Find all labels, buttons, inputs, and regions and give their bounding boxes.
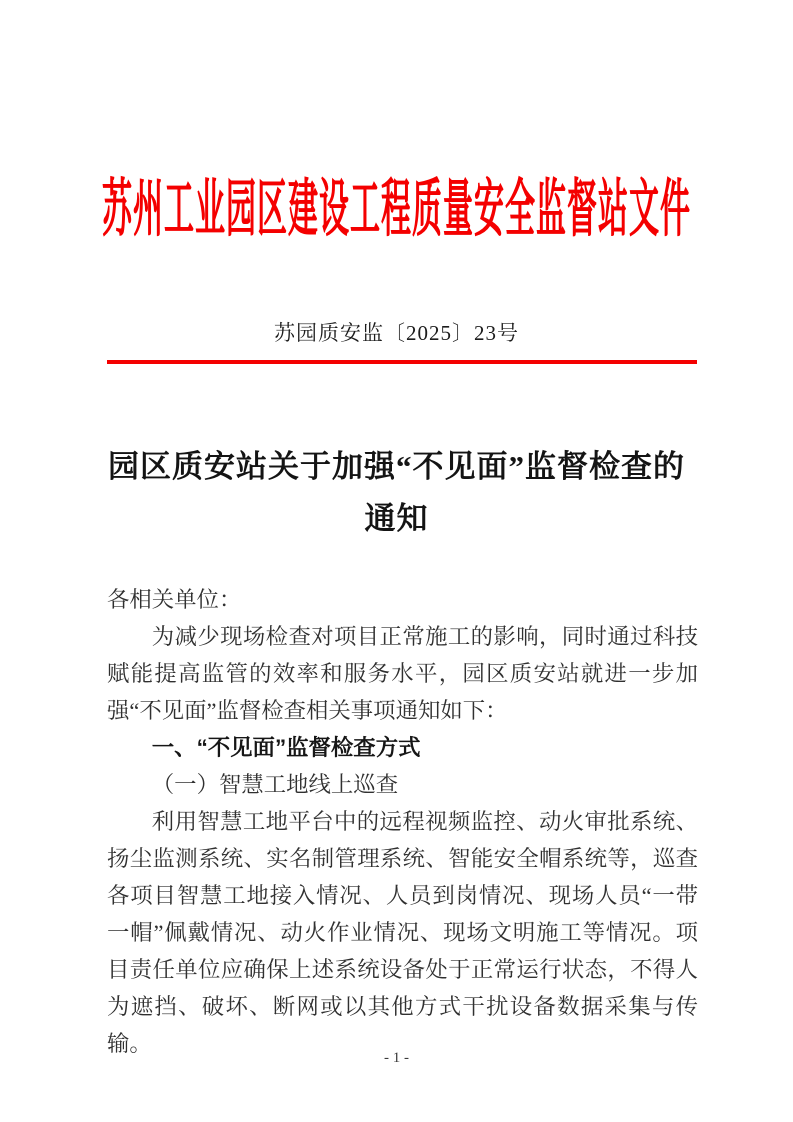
doc-title-line-1: 园区质安站关于加强“不见面”监督检查的 bbox=[108, 449, 685, 484]
subsection-1-1-heading: （一）智慧工地线上巡查 bbox=[151, 772, 399, 797]
intro-paragraph: 为减少现场检查对项目正常施工的影响，同时通过科技赋能提高监管的效率和服务水平，园区质安站就进一步加强“不见面”监督检查相关事项通知如下： bbox=[107, 624, 698, 723]
org-title-text: 苏州工业园区建设工程质量安全监督站文件 bbox=[102, 175, 691, 245]
salutation: 各相关单位： bbox=[107, 587, 242, 612]
red-divider-line bbox=[107, 360, 697, 364]
red-header-masthead bbox=[101, 157, 692, 245]
subsection-1-1-paragraph: 利用智慧工地平台中的远程视频监控、动火审批系统、扬尘监测系统、实名制管理系统、智能安全帽系统等，巡查各项目智慧工地接入情况、人员到岗情况、现场人员“一带一帽”佩戴情况、动火作业情况、现场文明施工等情况。项目责任单位应确保上述系统设备处于正常运行状态，不得人为遮挡、破坏、断网或以其他方式干扰设备数据采集与传输。 bbox=[107, 809, 698, 1056]
page-number: - 1 - bbox=[384, 1050, 409, 1066]
doc-title bbox=[101, 441, 692, 545]
doc-number: 苏园质安监〔2025〕23号 bbox=[274, 321, 519, 345]
doc-title-line-2: 通知 bbox=[364, 501, 429, 536]
document-body bbox=[107, 581, 698, 1062]
section-1-heading: 一、“不见面”监督检查方式 bbox=[151, 735, 421, 760]
